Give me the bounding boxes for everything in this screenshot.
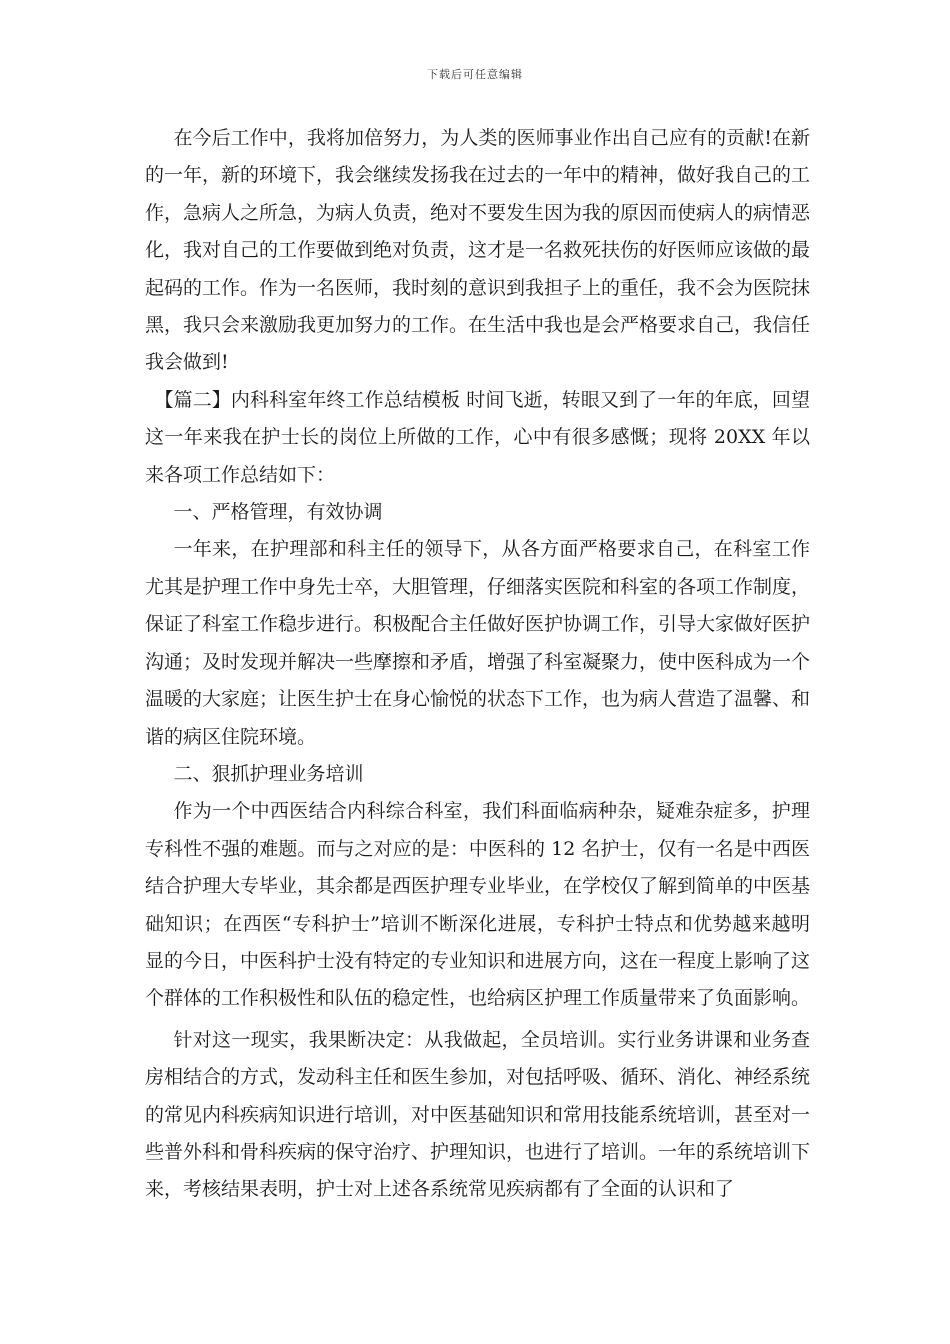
paragraph-training-background: 作为一个中西医结合内科综合科室，我们科面临病种杂，疑难杂症多，护理专科性不强的难题。而与之对应的是：中医科的 12 名护士，仅有一名是中西医结合护理大专毕业，其余都是西医护理专业毕业，在学校仅了解到简单的中医基础知识；在西医“专科护士”培训不断深化进展，专科护士特点和优势越来越明显的今日，中医科护士没有特定的专业知识和进展方向，这在一程度上影响了这个群体的工作积极性和队伍的稳定性，也给病区护理工作质量带来了负面影响。 [145,800,811,1010]
document-body [145,120,810,1209]
paragraph-section-two-intro: 【篇二】内科科室年终工作总结模板 时间飞逝，转眼又到了一年的年底，回望这一年来我在护士长的岗位上所做的工作，心中有很多感慨；现将 20XX 年以来各项工作总结如下： [145,388,810,486]
paragraph-training-actions: 针对这一现实，我果断决定：从我做起，全员培训。实行业务讲课和业务查房相结合的方式，发动科主任和医生参加，对包括呼吸、循环、消化、神经系统的常见内科疾病知识进行培训，对中医基础知识和常用技能系统培训，甚至对一些普外科和骨科疾病的保守治疗、护理知识，也进行了培训。一年的系统培训下来，考核结果表明，护士对上述各系统常见疾病都有了全面的认识和了 [145,1028,811,1201]
paragraph-management: 一年来，在护理部和科主任的领导下，从各方面严格要求自己，在科室工作尤其是护理工作中身先士卒，大胆管理，仔细落实医院和科室的各项工作制度，保证了科室工作稳步进行。积极配合主任做好医护协调工作，引导大家做好医护沟通；及时发现并解决一些摩擦和矛盾，增强了科室凝聚力，使中医科成为一个温暖的大家庭；让医生护士在身心愉悦的状态下工作，也为病人营造了温馨、和谐的病区住院环境。 [145,538,811,748]
heading-strict-management: 一、严格管理，有效协调 [173,501,383,524]
heading-nursing-training: 二、狠抓护理业务培训 [173,762,364,785]
page-header-note: 下载后可任意编辑 [427,68,523,81]
paragraph-conclusion: 在今后工作中，我将加倍努力，为人类的医师事业作出自己应有的贡献!在新的一年，新的环境下，我会继续发扬我在过去的一年中的精神，做好我自己的工作，急病人之所急，为病人负责，绝对不要发生因为我的原因而使病人的病情恶化，我对自己的工作要做到绝对负责，这才是一名救死扶伤的好医师应该做的最起码的工作。作为一名医师，我时刻的意识到我担子上的重任，我不会为医院抹黑，我只会来激励我更加努力的工作。在生活中我也是会严格要求自己，我信任我会做到! [145,127,811,374]
